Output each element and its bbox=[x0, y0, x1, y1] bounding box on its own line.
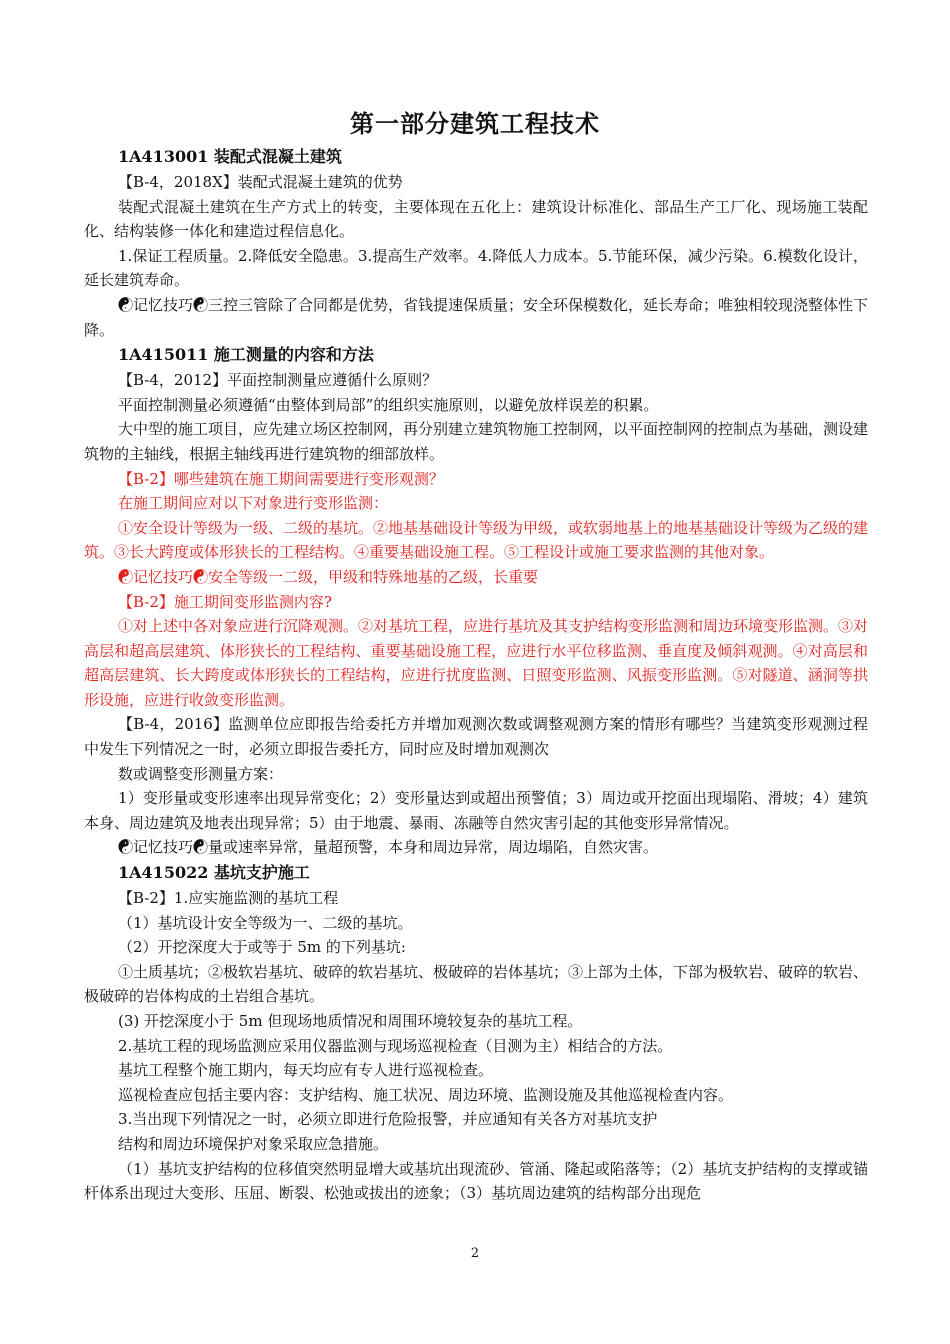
section-heading: 1A413001 装配式混凝土建筑 bbox=[118, 147, 342, 166]
section-heading: 1A415011 施工测量的内容和方法 bbox=[118, 345, 374, 365]
paragraph: （1）基坑支护结构的位移值突然明显增大或基坑出现流砂、管涌、隆起或陷落等；（2）基坑支护结构的支撑或锚杆体系出现过大变形、压屈、断裂、松弛或拔出的迹象；（3）基坑周边建筑的结构部分出现危 bbox=[84, 1159, 868, 1203]
paragraph: 巡视检查应包括主要内容：支护结构、施工状况、周边环境、监测设施及其他巡视检查内容。 bbox=[118, 1085, 734, 1104]
paragraph: 结构和周边环境保护对象采取应急措施。 bbox=[118, 1134, 389, 1153]
paragraph: 装配式混凝土建筑在生产方式上的转变，主要体现在五化上：建筑设计标准化、部品生产工厂化、现场施工装配化、结构装修一体化和建造过程信息化。 bbox=[84, 197, 868, 241]
paragraph: （1）基坑设计安全等级为一、二级的基坑。 bbox=[118, 913, 413, 932]
paragraph: 1.保证工程质量。2.降低安全隐患。3.提高生产效率。4.降低人力成本。5.节能环保，减少污染。6.模数化设计，延长建筑寿命。 bbox=[84, 246, 868, 290]
paragraph: 平面控制测量必须遵循“由整体到局部”的组织实施原则，以避免放样误差的积累。 bbox=[118, 395, 659, 414]
paragraph: 大中型的施工项目，应先建立场区控制网，再分别建立建筑物施工控制网，以平面控制网的控制点为基础，测设建筑物的主轴线，根据主轴线再进行建筑物的细部放样。 bbox=[84, 420, 869, 463]
paragraph: 3.当出现下列情况之一时，必须立即进行危险报警，并应通知有关各方对基坑支护 bbox=[118, 1110, 658, 1129]
paragraph: 【B-4，2016】监测单位应即报告给委托方并增加观测次数或调整观测方案的情形有哪些？当建筑变形观测过程中发生下列情况之一时，必须立即报告委托方，同时应及时增加观测次 bbox=[84, 715, 868, 759]
paragraph: 【B-4，2018X】装配式混凝土建筑的优势 bbox=[118, 173, 403, 191]
paragraph: （2）开挖深度大于或等于 5m 的下列基坑: bbox=[118, 938, 406, 957]
paragraph: 【B-2】施工期间变形监测内容? bbox=[118, 592, 332, 611]
paragraph: ①土质基坑；②极软岩基坑、破碎的软岩基坑、极破碎的岩体基坑；③上部为土体，下部为极软岩、破碎的软岩、极破碎的岩体构成的土岩组合基坑。 bbox=[84, 962, 869, 1006]
paragraph: ☯记忆技巧☯量或速率异常，量超预警，本身和周边异常，周边塌陷，自然灾害。 bbox=[118, 838, 659, 857]
paragraph: ☯记忆技巧☯三控三管除了合同都是优势，省钱提速保质量；安全环保模数化，延长寿命；唯独相较现浇整体性下降。 bbox=[84, 295, 869, 339]
paragraph: ①安全设计等级为一级、二级的基坑。②地基基础设计等级为甲级，或软弱地基上的地基基础设计等级为乙级的建筑。③长大跨度或体形狭长的工程结构。④重要基础设施工程。⑤工程设计或施工要求监测的其他对象。 bbox=[84, 518, 869, 562]
paragraph: 【B-2】哪些建筑在施工期间需要进行变形观测？ bbox=[118, 469, 444, 488]
page-title: 第一部分建筑工程技术 bbox=[350, 109, 600, 138]
paragraph: (3) 开挖深度小于 5m 但现场地质情况和周围环境较复杂的基坑工程。 bbox=[118, 1012, 583, 1030]
paragraph: 基坑工程整个施工期内，每天均应有专人进行巡视检查。 bbox=[118, 1061, 494, 1080]
document-body bbox=[84, 144, 868, 1206]
paragraph: 1）变形量或变形速率出现异常变化；2）变形量达到或超出预警值；3）周边或开挖面出现塌陷、滑坡；4）建筑本身、周边建筑及地表出现异常；5）由于地震、暴雨、冻融等自然灾害引起的其他变形异常情况。 bbox=[84, 789, 868, 832]
paragraph: ①对上述中各对象应进行沉降观测。②对基坑工程，应进行基坑及其支护结构变形监测和周边环境变形监测。③对高层和超高层建筑、体形狭长的工程结构、重要基础设施工程，应进行水平位移监测、垂直度及倾斜观测。④对高层和超高层建筑、长大跨度或体形狭长的工程结构，应进行扰度监测、日照变形监测、风振变形监测。⑤对隧道、涵洞等拱形设施，应进行收敛变形监测。 bbox=[84, 617, 869, 709]
paragraph: 【B-4，2012】平面控制测量应遵循什么原则？ bbox=[118, 371, 438, 390]
paragraph: 数或调整变形测量方案： bbox=[118, 764, 284, 783]
paragraph: 在施工期间应对以下对象进行变形监测： bbox=[118, 494, 389, 513]
page-number: 2 bbox=[470, 1246, 480, 1261]
paragraph: 2.基坑工程的现场监测应采用仪器监测与现场巡视检查（目测为主）相结合的方法。 bbox=[118, 1036, 673, 1055]
paragraph: 【B-2】1.应实施监测的基坑工程 bbox=[118, 889, 339, 908]
section-heading: 1A415022 基坑支护施工 bbox=[118, 863, 310, 883]
paragraph: ☯记忆技巧☯安全等级一二级，甲级和特殊地基的乙级，长重要 bbox=[118, 567, 539, 586]
